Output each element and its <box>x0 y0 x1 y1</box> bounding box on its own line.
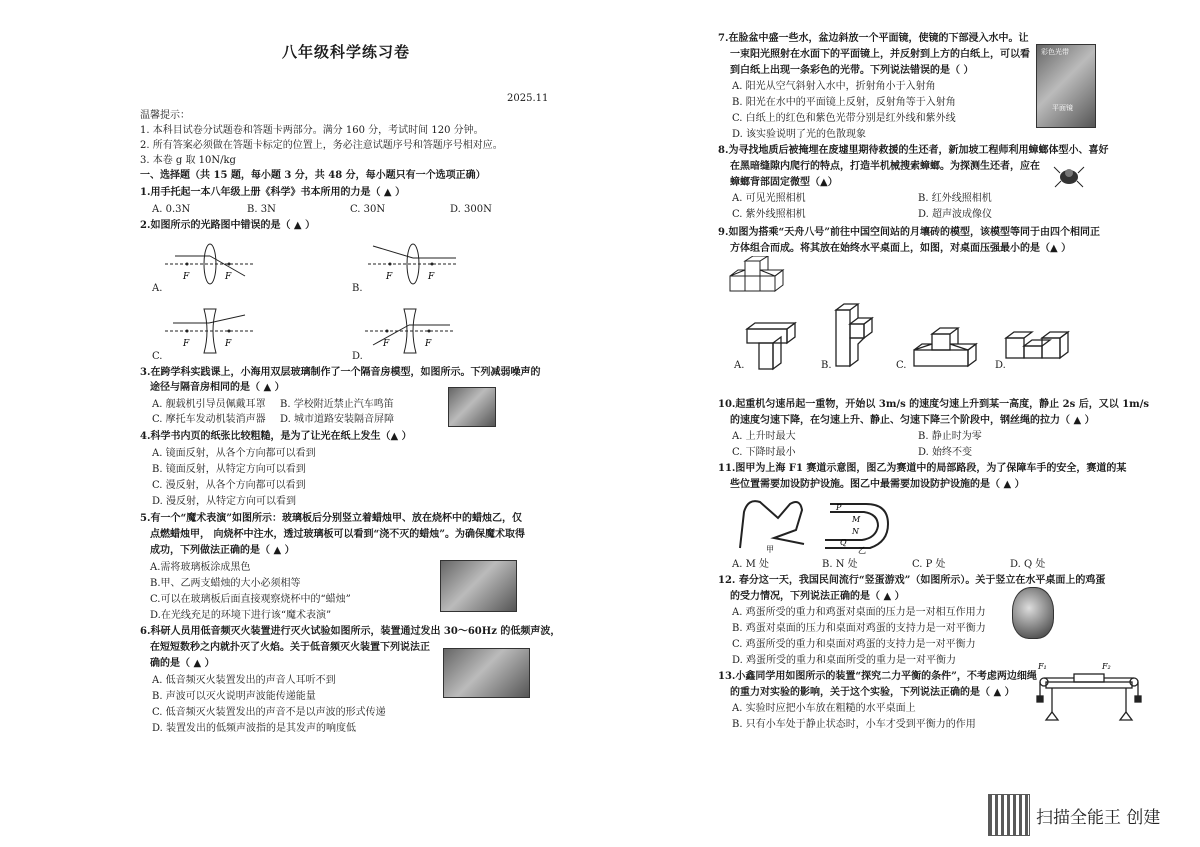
q6-option-b: B. 声波可以灭火说明声波能传递能量 <box>152 691 316 702</box>
q2-label-a: A. <box>152 283 163 294</box>
q3-option-a: A. 舰载机引导员佩戴耳罩 <box>152 399 266 410</box>
q12-stem-line1: 12. 春分这一天，我国民间流行“竖蛋游戏”（如图所示）。关于竖立在水平桌面上的鸡蛋 <box>718 575 1106 586</box>
q12-option-c: C. 鸡蛋所受的重力和桌面对鸡蛋的支持力是一对平衡力 <box>732 639 976 650</box>
q13-stem-line2: 的重力对实验的影响，关于这个实验，下列说法正确的是（ ▲ ） <box>730 687 1015 698</box>
q4-option-a: A. 镜面反射，从各个方向都可以看到 <box>152 448 316 459</box>
scanner-watermark: 扫描全能王 创建 <box>1036 808 1161 828</box>
q1-option-c: C. 30N <box>350 204 386 215</box>
q7-option-b: B. 阳光在水中的平面镜上反射，反射角等于入射角 <box>732 97 956 108</box>
focus-label: F <box>225 272 232 282</box>
q8-stem-line3: 蟑螂背部固定微型（▲） <box>730 177 838 188</box>
lunar-brick-model <box>728 256 788 298</box>
q5-option-c: C.可以在玻璃板后面直接观察烧杯中的“蜡烛” <box>150 594 351 605</box>
q8-option-a: A. 可见光照相机 <box>732 193 806 204</box>
q1-option-a: A. 0.3N <box>152 204 191 215</box>
f1-track-figures <box>730 490 910 554</box>
q3-option-c: C. 摩托车发动机装消声器 <box>152 414 266 425</box>
q6-option-d: D. 装置发出的低频声波指的是其发声的响度低 <box>152 723 357 734</box>
focus-label: F <box>425 339 432 349</box>
q8-stem-line1: 8.为寻找地质后被掩埋在废墟里期待救援的生还者，新加坡工程师利用蟑螂体型小、喜好 <box>718 145 1109 156</box>
q6-option-a: A. 低音频灭火装置发出的声音人耳听不到 <box>152 675 336 686</box>
q8-option-b: B. 红外线照相机 <box>918 193 992 204</box>
q7-option-c: C. 白纸上的红色和紫色光带分别是红外线和紫外线 <box>732 113 956 124</box>
q7-stem-line1: 7.在脸盆中盛一些水，盆边斜放一个平面镜，使镜的下部浸入水中。让 <box>718 33 1029 44</box>
q8-stem-line2: 在黑暗缝隙内爬行的特点，打造半机械搜索蟑螂。为探测生还者，应在 <box>730 161 1040 172</box>
q5-stem-line2: 点燃蜡烛甲， 向烧杯中注水，透过玻璃板可以看到“浇不灭的蜡烛”。为确保魔术取得 <box>150 529 525 540</box>
q11-option-b: B. N 处 <box>822 559 858 570</box>
tip-3: 3. 本卷 g 取 10N/kg <box>140 155 236 166</box>
q9-stem-line1: 9.如图为搭乘“天舟八号”前往中国空间站的月壤砖的模型，该模型等同于由四个相同正 <box>718 227 1100 238</box>
q6-option-c: C. 低音频灭火装置发出的声音不是以声波的形式传递 <box>152 707 386 718</box>
point-p: P <box>836 503 842 512</box>
q8-option-c: C. 紫外线照相机 <box>732 209 806 220</box>
q9-label-b: B. <box>821 360 832 371</box>
q7-stem-line3: 到白纸上出现一条彩色的光带。下列说法错误的是（ ） <box>730 65 974 76</box>
page-title: 八年级科学练习卷 <box>282 43 411 61</box>
q5-option-d: D.在光线充足的环境下进行该“魔术表演” <box>150 610 332 621</box>
q1-option-b: B. 3N <box>247 204 276 215</box>
lens-diagram-b <box>368 240 458 285</box>
lens-diagram-d <box>365 305 455 355</box>
tip-2: 2. 所有答案必须做在答题卡标定的位置上，务必注意试题序号和答题序号相对应。 <box>140 140 503 151</box>
q2-label-c: C. <box>152 351 163 362</box>
q11-option-d: D. Q 处 <box>1010 559 1046 570</box>
cockroach-icon <box>1052 163 1086 189</box>
q12-option-d: D. 鸡蛋所受的重力和桌面所受的重力是一对平衡力 <box>732 655 957 666</box>
magic-candle-photo <box>440 560 517 612</box>
q5-option-b: B.甲、乙两支蜡烛的大小必须相等 <box>150 578 301 589</box>
q11-option-c: C. P 处 <box>912 559 946 570</box>
exam-date: 2025.11 <box>507 93 549 104</box>
focus-label: F <box>225 339 232 349</box>
photo-label-color-band: 彩色光带 <box>1041 48 1069 56</box>
fire-extinguisher-photo <box>443 648 530 698</box>
point-q: Q <box>840 538 847 547</box>
qr-code-icon <box>988 794 1030 836</box>
q11-option-a: A. M 处 <box>732 559 769 570</box>
q13-stem-line1: 13.小鑫同学用如图所示的装置“探究二力平衡的条件”，不考虑两边细绳 <box>718 671 1037 682</box>
q4-option-d: D. 漫反射，从特定方向可以看到 <box>152 496 297 507</box>
q5-option-a: A.需将玻璃板涂成黑色 <box>150 562 251 573</box>
force-label-f1: F₁ <box>1038 662 1047 671</box>
brick-option-d <box>1004 322 1082 368</box>
right-page <box>600 0 1200 847</box>
lens-diagram-a <box>165 240 255 285</box>
brick-option-b <box>832 300 888 372</box>
point-m: M <box>852 515 861 524</box>
q6-stem-line3: 确的是（ ▲ ） <box>150 658 215 669</box>
q10-option-d: D. 始终不变 <box>918 447 973 458</box>
q11-stem-line2: 些位置需要加设防护设施。图乙中最需要加设防护设施的是（ ▲ ） <box>730 479 1025 490</box>
q9-stem-line2: 方体组合而成。将其放在始终水平桌面上，如图，对桌面压强最小的是（▲ ） <box>730 243 1072 254</box>
q10-stem-line1: 10.起重机匀速吊起一重物，开始以 3m/s 的速度匀速上升到某一高度，静止 2s 后，又以 1m/s <box>718 399 1150 410</box>
tips-heading: 温馨提示： <box>140 110 190 121</box>
point-n: N <box>852 527 859 536</box>
q10-option-b: B. 静止时为零 <box>918 431 982 442</box>
focus-label: F <box>183 272 190 282</box>
q8-option-d: D. 超声波成像仪 <box>918 209 993 220</box>
q3-stem-line1: 3.在跨学科实践课上，小海用双层玻璃制作了一个隔音房模型，如图所示。下列减弱噪声的 <box>140 367 541 378</box>
q10-option-a: A. 上升时最大 <box>732 431 796 442</box>
q12-stem-line2: 的受力情况，下列说法正确的是（ ▲ ） <box>730 591 905 602</box>
q2-label-b: B. <box>352 283 363 294</box>
brick-option-a <box>745 315 813 373</box>
q13-option-b: B. 只有小车处于静止状态时，小车才受到平衡力的作用 <box>732 719 976 730</box>
q5-stem-line3: 成功，下列做法正确的是（ ▲ ） <box>150 545 295 556</box>
q7-stem-line2: 一束阳光照射在水面下的平面镜上，并反射到上方的白纸上，可以看 <box>730 49 1030 60</box>
q7-option-a: A. 阳光从空气斜射入水中，折射角小于入射角 <box>732 81 936 92</box>
q2-stem: 2.如图所示的光路图中错误的是（ ▲ ） <box>140 220 316 231</box>
q4-option-b: B. 镜面反射，从特定方向可以看到 <box>152 464 306 475</box>
fig-label-jia: 甲 <box>766 545 774 554</box>
q13-option-a: A. 实验时应把小车放在粗糙的水平桌面上 <box>732 703 916 714</box>
q10-option-c: C. 下降时最小 <box>732 447 796 458</box>
q5-stem-line1: 5.有一个“魔术表演”如图所示：玻璃板后分别竖立着蜡烛甲、放在烧杯中的蜡烛乙，仅 <box>140 513 522 524</box>
q9-label-d: D. <box>995 360 1006 371</box>
q7-option-d: D. 该实验说明了光的色散现象 <box>732 129 867 140</box>
q12-option-b: B. 鸡蛋对桌面的压力和桌面对鸡蛋的支持力是一对平衡力 <box>732 623 986 634</box>
section-heading: 一、选择题（共 15 题，每小题 3 分，共 48 分，每小题只有一个选项正确） <box>140 170 486 181</box>
q11-stem-line1: 11.图甲为上海 F1 赛道示意图，图乙为赛道中的局部路段，为了保障车手的安全，赛道的某 <box>718 463 1127 474</box>
focus-label: F <box>183 339 190 349</box>
force-label-f2: F₂ <box>1102 662 1111 671</box>
focus-label: F <box>428 272 435 282</box>
q9-label-a: A. <box>734 360 745 371</box>
photo-label-mirror: 平面镜 <box>1052 104 1073 112</box>
q1-stem: 1.用手托起一本八年级上册《科学》书本所用的力是（ ▲ ） <box>140 187 406 198</box>
force-balance-apparatus <box>1036 660 1142 722</box>
tip-1: 1. 本科目试卷分试题卷和答题卡两部分。满分 160 分，考试时间 120 分钟。 <box>140 125 484 136</box>
q3-option-b: B. 学校附近禁止汽车鸣笛 <box>280 399 394 410</box>
q2-label-d: D. <box>352 351 363 362</box>
standing-egg-photo <box>1012 587 1054 639</box>
soundproof-model-photo <box>448 387 496 427</box>
q3-stem-line2: 途径与隔音房相同的是（ ▲ ） <box>150 382 285 393</box>
q6-stem-line1: 6.科研人员用低音频灭火装置进行灭火试验如图所示，装置通过发出 30～60Hz 的低频声波， <box>140 626 561 637</box>
q10-stem-line2: 的速度匀速下降，在匀速上升、静止、匀速下降三个阶段中，钢丝绳的拉力（ ▲ ） <box>730 415 1095 426</box>
brick-option-c <box>912 318 982 370</box>
focus-label: F <box>386 272 393 282</box>
focus-label: F <box>383 339 390 349</box>
q6-stem-line2: 在短短数秒之内就扑灭了火焰。关于低音频灭火装置下列说法正 <box>150 642 430 653</box>
q4-stem: 4.科学书内页的纸张比较粗糙，是为了让光在纸上发生（▲ ） <box>140 431 412 442</box>
q3-option-d: D. 城市道路安装隔音屏障 <box>280 414 395 425</box>
fig-label-yi: 乙 <box>858 546 866 554</box>
q1-option-d: D. 300N <box>450 204 492 215</box>
q4-option-c: C. 漫反射，从各个方向都可以看到 <box>152 480 306 491</box>
q12-option-a: A. 鸡蛋所受的重力和鸡蛋对桌面的压力是一对相互作用力 <box>732 607 986 618</box>
q9-label-c: C. <box>896 360 907 371</box>
lens-diagram-c <box>165 305 255 355</box>
